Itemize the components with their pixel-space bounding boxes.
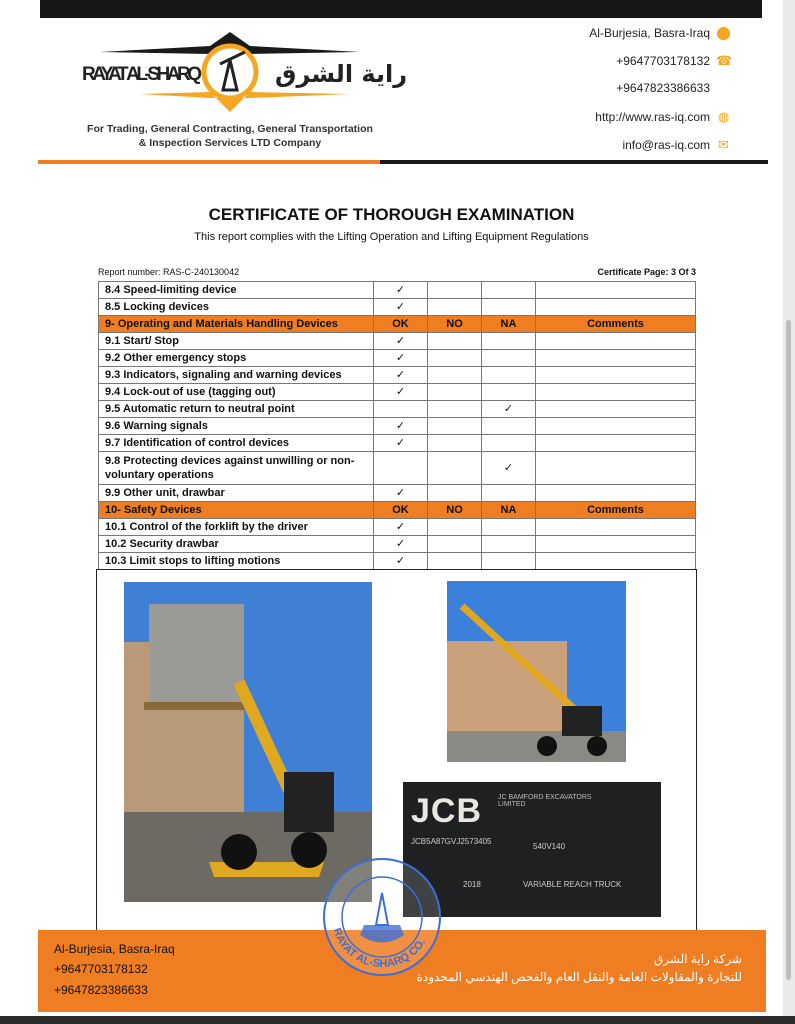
checkmark-icon: ✓ bbox=[395, 335, 406, 347]
plate-brand: JCB bbox=[411, 792, 483, 830]
cell-no bbox=[428, 536, 482, 553]
cell-no bbox=[428, 452, 482, 485]
table-row bbox=[99, 435, 696, 452]
header-cell-na: NA bbox=[482, 502, 536, 519]
checkmark-icon: ✓ bbox=[503, 403, 514, 415]
header-cell-ok: OK bbox=[374, 316, 428, 333]
cell-comments bbox=[536, 536, 696, 553]
header-cell-ok: OK bbox=[374, 502, 428, 519]
cell-comments bbox=[536, 452, 696, 485]
item-label: 9.1 Start/ Stop bbox=[99, 333, 374, 350]
cell-no bbox=[428, 401, 482, 418]
footer-phone-1: +9647703178132 bbox=[54, 962, 148, 976]
item-label: 9.3 Indicators, signaling and warning devices bbox=[99, 367, 374, 384]
cell-no bbox=[428, 367, 482, 384]
contact-phone-2: +9647823386633 bbox=[616, 81, 710, 95]
table-row bbox=[99, 485, 696, 502]
cell-ok bbox=[374, 282, 428, 299]
table-row bbox=[99, 401, 696, 418]
checkmark-icon: ✓ bbox=[395, 538, 406, 550]
cell-no bbox=[428, 350, 482, 367]
header-rule-orange bbox=[38, 160, 380, 164]
cell-na bbox=[482, 418, 536, 435]
cell-ok bbox=[374, 384, 428, 401]
cell-comments bbox=[536, 333, 696, 350]
cell-comments bbox=[536, 350, 696, 367]
table-row bbox=[99, 553, 696, 570]
table-row bbox=[99, 282, 696, 299]
cell-na bbox=[482, 553, 536, 570]
cell-no bbox=[428, 553, 482, 570]
cell-comments bbox=[536, 384, 696, 401]
table-row bbox=[99, 367, 696, 384]
checkmark-icon: ✓ bbox=[395, 487, 406, 499]
cell-ok bbox=[374, 536, 428, 553]
cell-ok bbox=[374, 350, 428, 367]
checkmark-icon: ✓ bbox=[395, 521, 406, 533]
svg-text:RAYAT AL-SHARQ: RAYAT AL-SHARQ bbox=[82, 64, 202, 85]
cell-no bbox=[428, 485, 482, 502]
plate-type: VARIABLE REACH TRUCK bbox=[523, 880, 622, 889]
table-row bbox=[99, 384, 696, 401]
photo-forklift-lifting-blocks bbox=[124, 582, 372, 902]
cell-no bbox=[428, 418, 482, 435]
item-label: 9.2 Other emergency stops bbox=[99, 350, 374, 367]
header-cell-no: NO bbox=[428, 316, 482, 333]
cell-na bbox=[482, 485, 536, 502]
footer-arabic-description: للتجارة والمقاولات العامة والنقل العام والفحص الهندسي المحدودة bbox=[416, 970, 742, 984]
cell-comments bbox=[536, 418, 696, 435]
company-tagline: For Trading, General Contracting, General Transportation & Inspection Services LTD Company bbox=[87, 123, 373, 149]
globe-icon: ◍ bbox=[717, 109, 730, 124]
cell-no bbox=[428, 333, 482, 350]
cell-ok bbox=[374, 418, 428, 435]
cell-ok bbox=[374, 367, 428, 384]
document-subtitle: This report complies with the Lifting Operation and Lifting Equipment Regulations bbox=[194, 231, 589, 243]
cell-comments bbox=[536, 282, 696, 299]
cell-ok bbox=[374, 553, 428, 570]
contact-website[interactable]: http://www.ras-iq.com ◍ bbox=[595, 109, 730, 124]
item-label: 10.1 Control of the forklift by the driver bbox=[99, 519, 374, 536]
item-label: 10.2 Security drawbar bbox=[99, 536, 374, 553]
checkmark-icon: ✓ bbox=[395, 301, 406, 313]
table-row bbox=[99, 519, 696, 536]
cell-na bbox=[482, 519, 536, 536]
item-label: 9.8 Protecting devices against unwilling or non-voluntary operations bbox=[99, 452, 374, 485]
checkmark-icon: ✓ bbox=[395, 369, 406, 381]
section-header-row bbox=[99, 316, 696, 333]
cell-no bbox=[428, 435, 482, 452]
table-row bbox=[99, 299, 696, 316]
cell-ok bbox=[374, 299, 428, 316]
plate-model: 540V140 bbox=[533, 842, 566, 851]
header-cell-comments: Comments bbox=[536, 502, 696, 519]
footer-phone-2: +9647823386633 bbox=[54, 983, 148, 997]
company-logo bbox=[80, 24, 408, 119]
cell-comments bbox=[536, 485, 696, 502]
checkmark-icon: ✓ bbox=[503, 462, 514, 474]
cell-comments bbox=[536, 367, 696, 384]
header-cell-comments: Comments bbox=[536, 316, 696, 333]
item-label: 10.3 Limit stops to lifting motions bbox=[99, 553, 374, 570]
cell-no bbox=[428, 519, 482, 536]
cell-na bbox=[482, 401, 536, 418]
cell-no bbox=[428, 299, 482, 316]
cell-na bbox=[482, 384, 536, 401]
item-label: 8.5 Locking devices bbox=[99, 299, 374, 316]
cell-comments bbox=[536, 553, 696, 570]
table-row bbox=[99, 536, 696, 553]
footer-address: Al-Burjesia, Basra-Iraq bbox=[54, 942, 175, 956]
table-row bbox=[99, 452, 696, 485]
item-label: 8.4 Speed-limiting device bbox=[99, 282, 374, 299]
cell-na bbox=[482, 452, 536, 485]
cell-na bbox=[482, 536, 536, 553]
checkmark-icon: ✓ bbox=[395, 555, 406, 567]
checkmark-icon: ✓ bbox=[395, 437, 406, 449]
cell-na bbox=[482, 435, 536, 452]
mail-icon: ✉ bbox=[718, 137, 729, 152]
checkmark-icon: ✓ bbox=[395, 386, 406, 398]
cell-comments bbox=[536, 435, 696, 452]
phone-icon: ☎ bbox=[716, 53, 733, 68]
cell-comments bbox=[536, 519, 696, 536]
table-row bbox=[99, 350, 696, 367]
certificate-page-number: Certificate Page: 3 Of 3 bbox=[597, 267, 696, 277]
scrollbar-thumb[interactable] bbox=[786, 320, 791, 980]
header-rule-dark bbox=[380, 160, 768, 164]
checkmark-icon: ✓ bbox=[395, 352, 406, 364]
examination-table bbox=[98, 281, 696, 570]
section-header-row bbox=[99, 502, 696, 519]
cell-comments bbox=[536, 401, 696, 418]
cell-na bbox=[482, 333, 536, 350]
checkmark-icon: ✓ bbox=[395, 420, 406, 432]
cell-ok bbox=[374, 519, 428, 536]
scrollbar[interactable] bbox=[783, 0, 795, 1016]
cell-na bbox=[482, 350, 536, 367]
cell-comments bbox=[536, 299, 696, 316]
plate-maker: JC BAMFORD EXCAVATORS LIMITED bbox=[498, 794, 592, 808]
header-cell-na: NA bbox=[482, 316, 536, 333]
cell-no bbox=[428, 282, 482, 299]
plate-serial: JCB5A87GVJ2573405 bbox=[411, 837, 492, 846]
cell-ok bbox=[374, 401, 428, 418]
svg-text:RAYAT AL-SHARQ CO.: RAYAT AL-SHARQ CO. bbox=[330, 926, 429, 971]
cell-ok bbox=[374, 452, 428, 485]
contact-email[interactable]: info@ras-iq.com ✉ bbox=[622, 137, 731, 152]
cell-ok bbox=[374, 485, 428, 502]
contact-address: Al-Burjesia, Basra-Iraq ⬤ bbox=[589, 25, 731, 40]
cell-ok bbox=[374, 333, 428, 350]
plate-year: 2018 bbox=[463, 880, 481, 889]
contact-phone-1: +9647703178132 ☎ bbox=[616, 53, 733, 68]
item-label: 9.7 Identification of control devices bbox=[99, 435, 374, 452]
header-cell-label: 10- Safety Devices bbox=[99, 502, 374, 519]
item-label: 9.9 Other unit, drawbar bbox=[99, 485, 374, 502]
item-label: 9.5 Automatic return to neutral point bbox=[99, 401, 374, 418]
table-row bbox=[99, 333, 696, 350]
location-pin-icon: ⬤ bbox=[716, 25, 731, 40]
report-number: Report number: RAS-C-240130042 bbox=[98, 267, 240, 277]
document-title: CERTIFICATE OF THOROUGH EXAMINATION bbox=[208, 205, 575, 224]
item-label: 9.6 Warning signals bbox=[99, 418, 374, 435]
photo-forklift-boom-extended bbox=[447, 581, 626, 762]
svg-text:راية الشرق: راية الشرق bbox=[275, 60, 408, 88]
item-label: 9.4 Lock-out of use (tagging out) bbox=[99, 384, 374, 401]
company-stamp bbox=[320, 855, 445, 980]
cell-na bbox=[482, 282, 536, 299]
header-cell-label: 9- Operating and Materials Handling Devices bbox=[99, 316, 374, 333]
cell-ok bbox=[374, 435, 428, 452]
header-cell-no: NO bbox=[428, 502, 482, 519]
cell-no bbox=[428, 384, 482, 401]
top-bar bbox=[40, 0, 762, 18]
table-row bbox=[99, 418, 696, 435]
footer-arabic-name: شركة راية الشرق bbox=[653, 952, 742, 966]
cell-na bbox=[482, 299, 536, 316]
checkmark-icon: ✓ bbox=[395, 284, 406, 296]
cell-na bbox=[482, 367, 536, 384]
